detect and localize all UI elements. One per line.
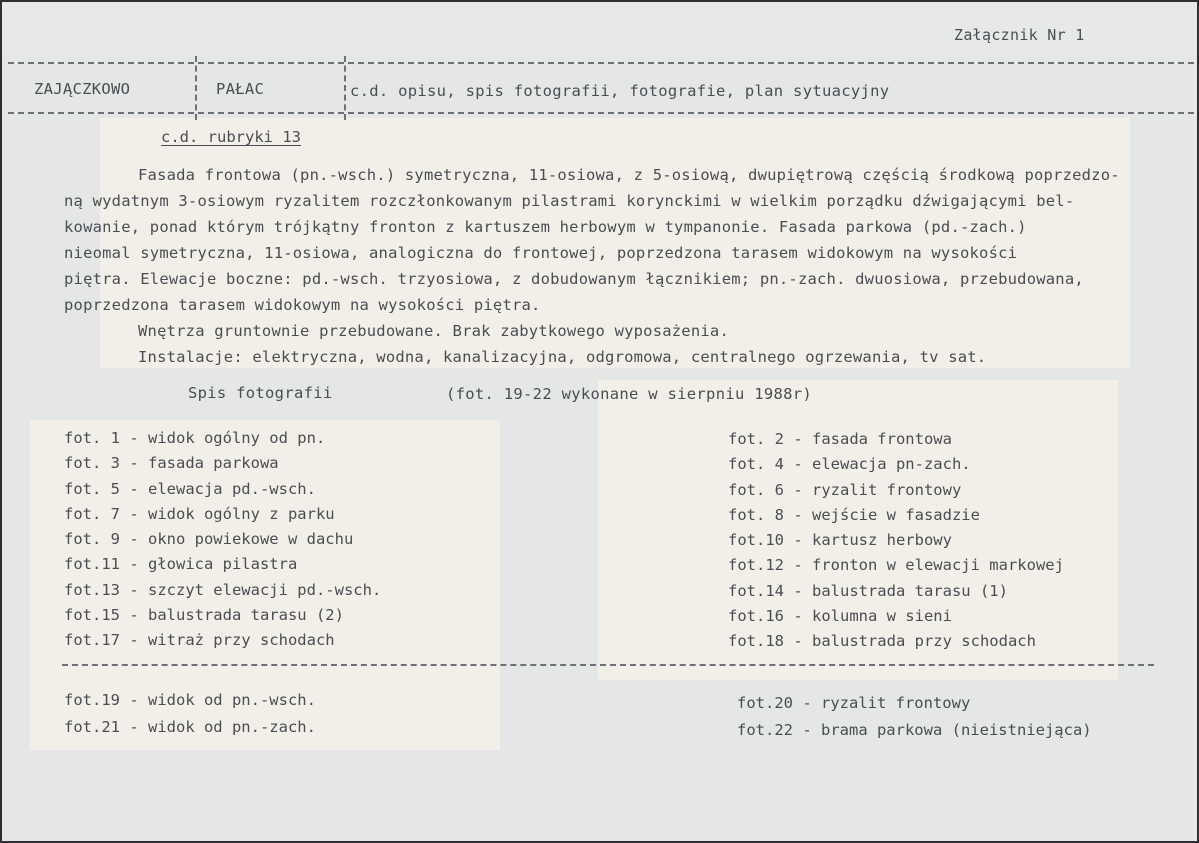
header-place: ZAJĄCZKOWO: [34, 80, 131, 98]
description-text: [64, 162, 1174, 370]
photo-list-note: (fot. 19-22 wykonane w sierpniu 1988r): [446, 385, 813, 403]
list-item: fot.21 - widok od pn.-zach.: [64, 718, 316, 736]
description-line: kowanie, ponad którym trójkątny fronton z kartuszem herbowym w tympanonie. Fasada parkowa (pd.-zach.): [64, 218, 1027, 236]
section-title: c.d. rubryki 13: [161, 128, 301, 146]
header-top-dashed-line: [8, 62, 1194, 64]
description-line: Fasada frontowa (pn.-wsch.) symetryczna, 11-osiowa, z 5-osiową, dwupiętrową częścią środkową poprzedzo-: [138, 166, 1120, 184]
photo-list-right: [728, 426, 1064, 655]
description-line: nieomal symetryczna, 11-osiowa, analogiczna do frontowej, poprzedzona tarasem widokowym na wysokości: [64, 244, 1018, 262]
list-item: fot. 1 - widok ogólny od pn.: [64, 429, 326, 447]
header-divider-2: [344, 56, 346, 120]
list-item: fot. 7 - widok ogólny z parku: [64, 504, 335, 523]
list-item: fot. 5 - elewacja pd.-wsch.: [64, 479, 316, 498]
interior-line: Wnętrza gruntownie przebudowane. Brak zabytkowego wyposażenia.: [138, 322, 729, 340]
list-item: fot. 6 - ryzalit frontowy: [728, 480, 962, 499]
installations-line: Instalacje: elektryczna, wodna, kanalizacyjna, odgromowa, centralnego ogrzewania, tv sat.: [138, 348, 987, 366]
list-item: fot. 2 - fasada frontowa: [728, 430, 952, 448]
header-content: c.d. opisu, spis fotografii, fotografie, plan sytuacyjny: [350, 82, 890, 100]
photo-list-extra-right: [737, 690, 1092, 744]
header-divider-1: [195, 56, 197, 120]
attachment-label: Załącznik Nr 1: [954, 26, 1085, 44]
list-item: fot.13 - szczyt elewacji pd.-wsch.: [64, 580, 382, 599]
description-line: piętra. Elewacje boczne: pd.-wsch. trzyosiowa, z dobudowanym łącznikiem; pn.-zach. dwuosiowa, przebudowana,: [64, 270, 1084, 288]
list-item: fot. 3 - fasada parkowa: [64, 454, 279, 473]
list-item: fot.17 - witraż przy schodach: [64, 631, 335, 650]
list-item: fot.19 - widok od pn.-wsch.: [64, 691, 316, 709]
description-line: ną wydatnym 3-osiowym ryzalitem rozczłonkowanym pilastrami korynckimi w wielkim porządku dźwigającymi bel-: [64, 192, 1075, 210]
list-item: fot. 4 - elewacja pn-zach.: [728, 455, 971, 474]
list-item: fot.14 - balustrada tarasu (1): [728, 581, 1008, 600]
list-item: fot.22 - brama parkowa (nieistniejąca): [737, 721, 1092, 739]
header-object: PAŁAC: [216, 80, 265, 98]
list-item: fot.11 - głowica pilastra: [64, 555, 298, 574]
photo-list-title: Spis fotografii: [188, 384, 333, 402]
list-item: fot. 9 - okno powiekowe w dachu: [64, 530, 354, 549]
description-line: poprzedzona tarasem widokowym na wysokości piętra.: [64, 296, 541, 314]
photo-list-left: [64, 426, 381, 654]
header-bottom-dashed-line: [8, 112, 1194, 114]
list-item: fot.18 - balustrada przy schodach: [728, 632, 1036, 651]
list-item: fot.15 - balustrada tarasu (2): [64, 606, 344, 625]
list-separator-dashed-line: [62, 664, 1154, 666]
list-item: fot.10 - kartusz herbowy: [728, 531, 952, 550]
photo-list-extra-left: [64, 687, 316, 741]
list-item: fot.12 - fronton w elewacji markowej: [728, 556, 1064, 575]
list-item: fot. 8 - wejście w fasadzie: [728, 505, 980, 524]
list-item: fot.20 - ryzalit frontowy: [737, 694, 971, 712]
list-item: fot.16 - kolumna w sieni: [728, 607, 952, 626]
